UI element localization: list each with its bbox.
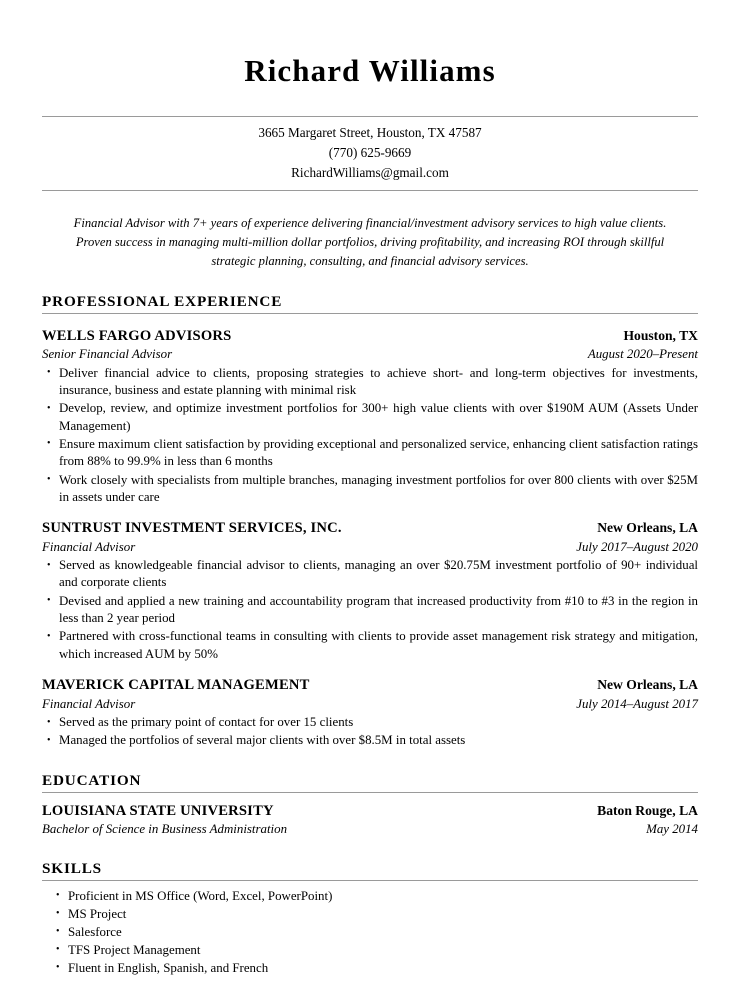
resume-page xyxy=(0,21,742,981)
candidate-name: Richard Williams xyxy=(244,52,496,88)
experience-entry-header xyxy=(42,519,698,539)
responsibility-list xyxy=(42,714,698,750)
section-skills xyxy=(42,859,698,978)
list-item: • Partnered with cross-functional teams in consulting with clients to provide asset management risk strategy and mitigation, which increased AUM by 50% xyxy=(42,628,698,663)
list-item: • Fluent in English, Spanish, and French xyxy=(42,960,698,978)
employer-name: SUNTRUST INVESTMENT SERVICES, INC. xyxy=(42,520,342,537)
list-item: • Ensure maximum client satisfaction by providing exceptional and personalized service, enhancing client satisfaction ratings from 88% to 99.9% in less than 6 months xyxy=(42,436,698,471)
contact-email: RichardWilliams@gmail.com xyxy=(291,164,449,180)
list-item: • Proficient in MS Office (Word, Excel, PowerPoint) xyxy=(42,888,698,906)
list-item: • Salesforce xyxy=(42,924,698,942)
experience-entry-subheader xyxy=(42,696,698,713)
experience-entry-subheader xyxy=(42,346,698,363)
list-item: • Served as the primary point of contact for over 15 clients xyxy=(42,714,698,731)
job-dates: July 2017–August 2020 xyxy=(576,539,698,554)
experience-entry-subheader xyxy=(42,539,698,556)
experience-entry xyxy=(42,676,698,750)
list-item: • Deliver financial advice to clients, proposing strategies to achieve short- and long-term objectives for investments, insurance, business and estate planning with minimal risk xyxy=(42,365,698,400)
job-title: Senior Financial Advisor xyxy=(42,347,173,362)
contact-address: 3665 Margaret Street, Houston, TX 47587 xyxy=(258,124,482,140)
employer-location: Houston, TX xyxy=(623,327,698,343)
job-dates: July 2014–August 2017 xyxy=(576,696,698,711)
experience-entry xyxy=(42,327,698,507)
education-entry-subheader xyxy=(42,821,698,838)
job-dates: August 2020–Present xyxy=(587,347,698,362)
school-location: Baton Rouge, LA xyxy=(597,802,698,818)
school-name: LOUISIANA STATE UNIVERSITY xyxy=(42,802,274,819)
employer-location: New Orleans, LA xyxy=(597,677,698,693)
graduation-date: May 2014 xyxy=(646,822,698,837)
contact-phone: (770) 625-9669 xyxy=(328,144,412,160)
list-item: • Work closely with specialists from multiple branches, managing investment portfolios for over 800 clients with over $25M in assets under care xyxy=(42,472,698,507)
responsibility-list xyxy=(42,557,698,663)
list-item: • Develop, review, and optimize investment portfolios for 300+ high value clients with over $190M AUM (Assets Under Management) xyxy=(42,400,698,435)
list-item: • MS Project xyxy=(42,906,698,924)
section-title-skills: SKILLS xyxy=(42,859,698,881)
contact-info xyxy=(42,117,698,191)
degree-name: Bachelor of Science in Business Administration xyxy=(42,822,288,837)
employer-name: WELLS FARGO ADVISORS xyxy=(42,327,232,344)
experience-entry-header xyxy=(42,676,698,696)
list-item: • TFS Project Management xyxy=(42,942,698,960)
header-divider-bottom xyxy=(42,190,698,191)
section-title-experience: PROFESSIONAL EXPERIENCE xyxy=(42,292,698,314)
job-title: Financial Advisor xyxy=(42,539,136,554)
section-education xyxy=(42,771,698,839)
list-item: • Served as knowledgeable financial advisor to clients, managing an over $20.75M investment portfolio of 90+ individual and corporate clients xyxy=(42,557,698,592)
responsibility-list xyxy=(42,365,698,507)
skills-list xyxy=(42,888,698,978)
list-item: • Devised and applied a new training and accountability program that increased productivity from #10 to #3 in the region in less than 2 year period xyxy=(42,593,698,628)
education-entry-header xyxy=(42,802,698,822)
employer-location: New Orleans, LA xyxy=(597,520,698,536)
experience-entry xyxy=(42,519,698,663)
section-professional-experience xyxy=(42,292,698,750)
experience-entry-header xyxy=(42,327,698,347)
list-item: • Managed the portfolios of several major clients with over $8.5M in total assets xyxy=(42,732,698,749)
education-entry xyxy=(42,802,698,839)
professional-summary: Financial Advisor with 7+ years of experience delivering financial/investment advisory services to high value clients. Proven success in managing multi-million dollar portfolios, driving profitability, and increasing ROI through skillful strategic planning, consulting, and financial advisory services. xyxy=(73,215,667,268)
job-title: Financial Advisor xyxy=(42,696,136,711)
section-title-education: EDUCATION xyxy=(42,771,698,793)
employer-name: MAVERICK CAPITAL MANAGEMENT xyxy=(42,677,310,694)
